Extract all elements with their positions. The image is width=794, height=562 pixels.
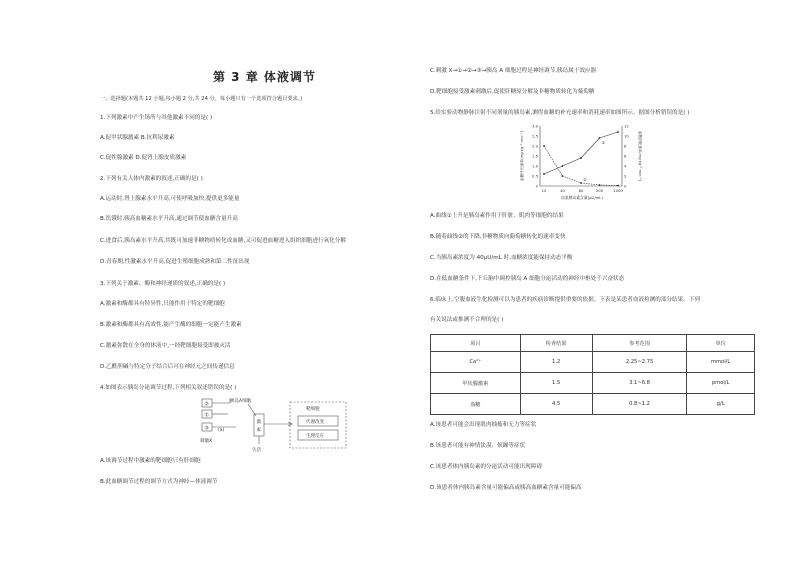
- diagram-target-title: 靶细胞: [306, 407, 320, 412]
- table-cell: pmol/L: [687, 373, 755, 394]
- q5-option-a: A.曲线①上升是胰岛素作用于肝脏、肌肉等细胞的结果: [430, 213, 564, 219]
- q4-option-c: C.刺激 X→①→②→③→胰岛 A 细胞过程是神经调节,胰岛属于效应器: [430, 68, 597, 74]
- y-left-axis-label: 血糖补充速率(mg·kg⁻¹·min⁻¹): [520, 130, 524, 182]
- y-left-tick-label: 0.5: [531, 173, 538, 179]
- q1-option-cd: C.促性腺激素 D.促肾上腺皮质激素: [100, 155, 187, 161]
- table-header: 参考范围: [592, 335, 687, 352]
- diagram-label-2: ②: [204, 401, 209, 408]
- table-cell: 1.5: [520, 373, 592, 394]
- q5-option-c: C.当胰岛素浓度为 40μU/mL 时,血糖浓度能保持动态平衡: [430, 255, 573, 261]
- y-right-tick-label: 0: [624, 183, 627, 189]
- q1-stem: 1.下列激素中产生场所与其他激素不同的是( ): [100, 115, 213, 121]
- q5-chart: [518, 120, 644, 202]
- y-left-tick-label: 3.0: [531, 123, 538, 129]
- y-left-tick-label: 1.5: [531, 153, 538, 159]
- q6-option-c: C.该患者体内胰岛素的分泌活动可能出现障碍: [430, 464, 542, 470]
- q4-stem: 4.如图表示胰岛分泌调节过程,下列相关叙述错误的是( ): [100, 385, 237, 391]
- series-point-2: [617, 185, 619, 187]
- y-right-tick-label: 10: [624, 133, 629, 139]
- q5-stem: 5.给实验动物静脉注射不同剂量的胰岛素,测得血糖的补充速率和消耗速率如图所示。据图分析错误的是( ): [430, 110, 690, 116]
- series-line-2: [544, 146, 618, 186]
- x-tick-label: 1000: [613, 188, 623, 193]
- diagram-target-text-1: 代谢改变: [306, 420, 324, 425]
- x-tick-label: 10: [541, 188, 547, 193]
- q6-option-b: B.该患者可能有神情淡漠、烦躁等症状: [430, 443, 526, 449]
- q4-option-a: A.该调节过程中激素的靶细胞只有肝细胞: [100, 458, 201, 464]
- q6-stem: 6.临床上,空腹血液生化检测可以为患者的疾病诊断提供重要的依据。下表是某患者血液检测的部分结果。下列: [430, 297, 701, 303]
- series-point-2: [562, 175, 564, 177]
- x-axis-label: 血浆胰岛素含量(μU/mL): [561, 195, 603, 200]
- chapter-title: 第 3 章 体液调节: [213, 70, 316, 84]
- y-left-tick-label: 2.5: [531, 133, 538, 139]
- series-point-1: [599, 137, 601, 139]
- diagram-top-label: 胰岛A细胞: [230, 399, 252, 404]
- table-cell: Ca²⁺: [431, 352, 521, 373]
- series-line-1: [544, 132, 618, 174]
- table-cell: g/L: [687, 394, 755, 415]
- y-right-tick-label: 8: [624, 143, 627, 149]
- x-tick-label: 80: [578, 188, 584, 193]
- q3-option-b: B.激素和酶都具有高效性,能产生酶的细胞一定能产生激素: [100, 322, 242, 328]
- diagram-a-label: (a): [218, 428, 225, 433]
- y-left-tick-label: 1.0: [531, 163, 538, 169]
- q2-stem: 2.下列有关人体内激素的叙述,正确的是( ): [100, 176, 203, 182]
- table-header: 检查结果: [520, 335, 592, 352]
- q5-option-d: D.在低血糖条件下,下丘脑中调控胰岛 A 细胞分泌活动的神经中枢处于兴奋状态: [430, 276, 625, 282]
- q6-option-a: A.该患者可能会出现肌肉抽搐和无力等症状: [430, 422, 537, 428]
- q3-option-d: D.乙酰胆碱与特定分子结合后可在神经元之间传递信息: [100, 364, 235, 370]
- table-cell: 1.2: [520, 352, 592, 373]
- table-cell: 2.25~2.75: [592, 352, 687, 373]
- table-header: 单位: [687, 335, 755, 352]
- q3-stem: 3.下列关于激素、酶和神经递质的叙述,正确的是( ): [100, 281, 226, 287]
- table-cell: 0.8~1.2: [592, 394, 687, 415]
- table-row: [431, 373, 755, 394]
- series-point-1: [543, 173, 545, 175]
- q6-stem-2: 有关说法或推测不合理的是( ): [430, 317, 504, 323]
- series-point-1: [617, 131, 619, 133]
- series-label-2: ②: [583, 177, 587, 182]
- q2-option-b: B.饥饿时,胰高血糖素水平升高,通过调节使血糖含量升高: [100, 216, 238, 222]
- diagram-inactive-label: 失活: [252, 448, 261, 453]
- section-header: 一、选择题(本题共 12 小题,每小题 2 分,共 24 分。每小题只有一个选项符合题目要求。): [100, 96, 303, 102]
- q1-option-ab: A.促甲状腺激素 B.抗利尿激素: [100, 135, 175, 141]
- result-table: [430, 334, 755, 415]
- diagram-hormone-1: 激: [256, 420, 261, 425]
- y-left-tick-label: 2.0: [531, 143, 538, 149]
- series-point-2: [580, 182, 582, 184]
- diagram-label-3: ③: [204, 425, 209, 432]
- table-cell: 甲状腺激素: [431, 373, 521, 394]
- y-right-axis-label: 血糖消耗速率(mg·kg⁻¹·min⁻¹): [638, 130, 642, 182]
- y-right-tick-label: 2: [624, 173, 627, 179]
- x-tick-label: 200: [595, 188, 604, 193]
- series-label-1: ①: [601, 140, 606, 145]
- q3-option-c: C.激素弥散在全身的体液中,一经靶细胞接受即被灭活: [100, 343, 231, 349]
- y-right-tick-label: 6: [624, 153, 627, 159]
- series-point-2: [599, 184, 601, 186]
- table-cell: 4.5: [520, 394, 592, 415]
- diagram-stim-label: 刺激X: [200, 439, 213, 444]
- table-cell: 血糖: [431, 394, 521, 415]
- q4-option-b: B.此血糖调节过程的调节方式为神经—体液调节: [100, 479, 218, 485]
- x-tick-label: 40: [560, 188, 565, 193]
- table-cell: 3.1~6.8: [592, 373, 687, 394]
- series-point-1: [562, 165, 564, 167]
- q2-option-a: A.运动时,肾上腺素水平升高,可使呼吸加快,提供更多能量: [100, 196, 240, 202]
- q4-option-d: D.靶细胞接受激素刺激后,促使肝糖原分解及非糖物质转化为葡萄糖: [430, 89, 595, 95]
- y-right-tick-label: 4: [624, 163, 627, 169]
- diagram-target-text-2: 生理反应: [306, 434, 324, 439]
- table-header: 项目: [431, 335, 521, 352]
- series-point-1: [580, 157, 582, 159]
- table-cell: mmol/L: [687, 352, 755, 373]
- table-header-row: [431, 335, 755, 352]
- q2-option-c: C.进食后,胰岛素水平升高,其既可加速非糖物质转化成血糖,又可促进血糖进入组织细胞进行氧化分解: [100, 238, 346, 244]
- series-point-2: [543, 145, 545, 147]
- y-left-tick-label: 0: [535, 183, 538, 189]
- table-row: [431, 394, 755, 415]
- q5-option-b: B.随着曲线②的下降,非糖物质向葡萄糖转化的速率变快: [430, 234, 566, 240]
- q6-option-d: D.该患者体内胰岛素含量可能偏高或胰高血糖素含量可能偏高: [430, 485, 582, 491]
- diagram-hormone-2: 素: [256, 428, 261, 433]
- q2-option-d: D.青春期,性激素水平升高,促进生殖细胞成熟和第二性征出现: [100, 259, 250, 265]
- y-right-tick-label: 12: [624, 123, 629, 129]
- diagram-label-1: ①: [204, 412, 209, 419]
- table-row: [431, 352, 755, 373]
- q4-diagram: [196, 396, 356, 456]
- q3-option-a: A.激素和酶都具有特异性,只能作用于特定的靶细胞: [100, 301, 225, 307]
